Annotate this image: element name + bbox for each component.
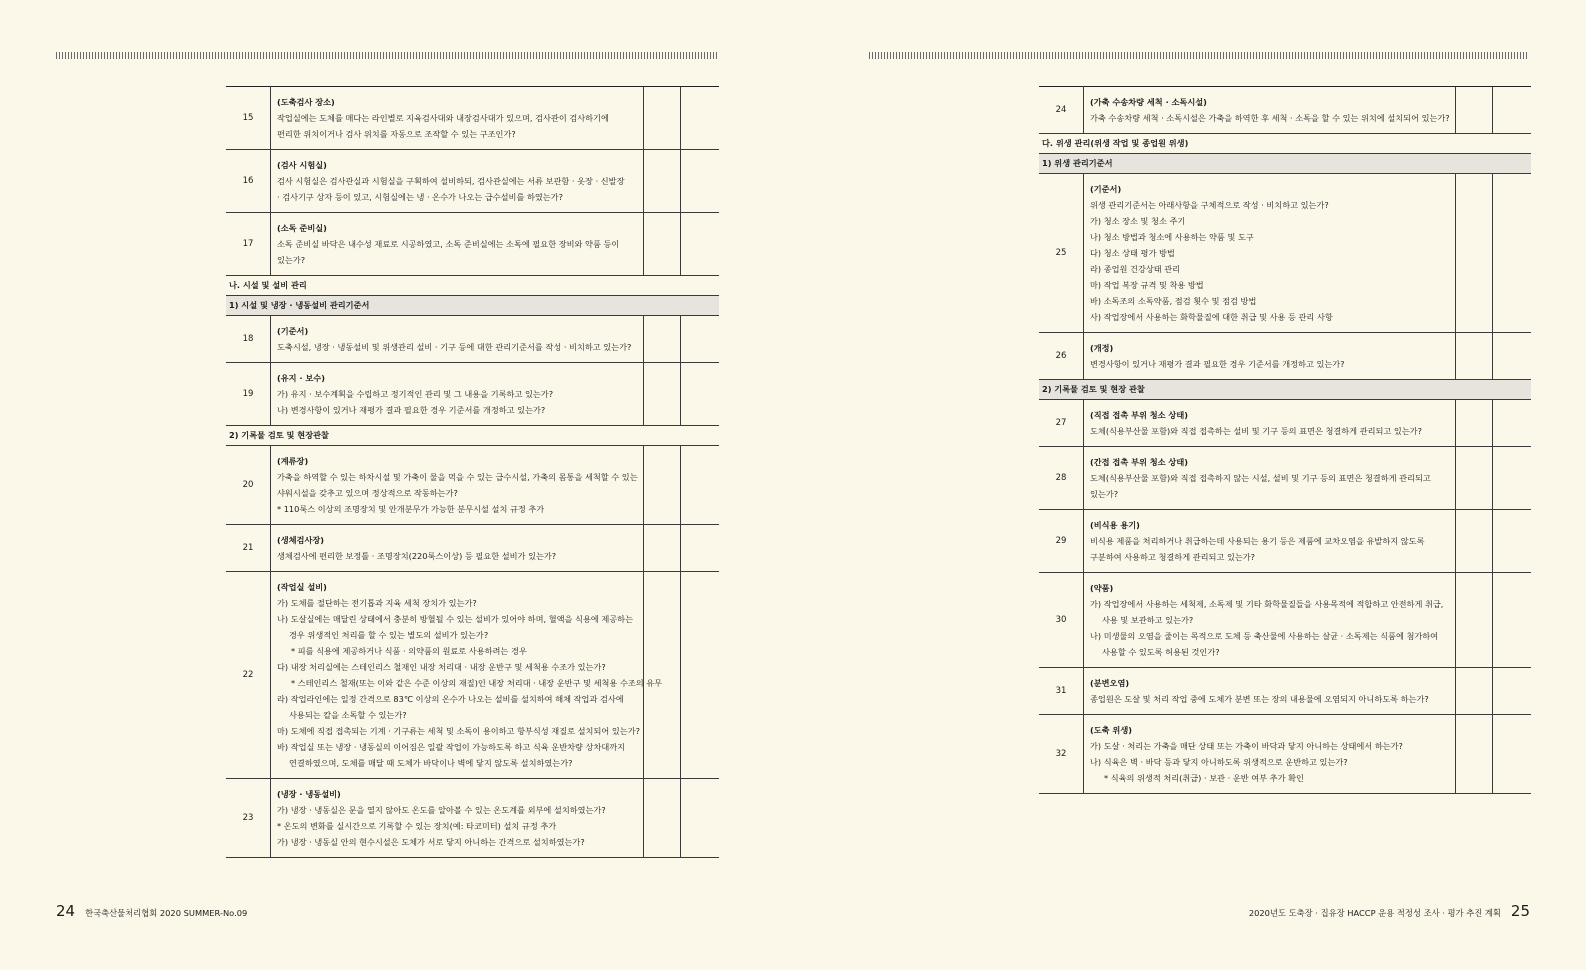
item-text-line: * 110룩스 이상의 조명장치 및 안개분무가 가능한 분무시설 설치 규정 추가 <box>277 504 545 514</box>
item-text-line: 나) 도살실에는 매달린 상태에서 충분히 방혈될 수 있는 설비가 있어야 하며, 혈액을 식용에 제공하는 <box>277 614 633 624</box>
check-cell[interactable] <box>1456 510 1493 573</box>
check-cell[interactable] <box>644 150 681 213</box>
check-cell[interactable] <box>1493 400 1532 447</box>
section-label: 2) 기록물 검토 및 현장 관찰 <box>1039 380 1531 400</box>
item-heading: (작업실 설비) <box>277 582 327 592</box>
right-page <box>793 0 1586 970</box>
page-number: 25 <box>1510 902 1530 920</box>
check-cell[interactable] <box>681 213 720 276</box>
check-cell[interactable] <box>1493 668 1532 715</box>
item-text-line: 나) 식육은 벽 · 바닥 등과 닿지 아니하도록 위생적으로 운반하고 있는가? <box>1090 757 1348 767</box>
item-text-line: 나) 청소 방법과 청소에 사용하는 약품 및 도구 <box>1090 232 1254 242</box>
item-heading: (검사 시험실) <box>277 160 327 170</box>
check-cell[interactable] <box>1456 573 1493 668</box>
item-content <box>1084 447 1456 510</box>
item-content <box>271 363 644 426</box>
item-number: 28 <box>1039 447 1084 510</box>
item-content <box>271 525 644 572</box>
item-content <box>271 213 644 276</box>
checklist-row <box>226 779 719 858</box>
checklist-row <box>226 87 719 150</box>
check-cell[interactable] <box>1493 447 1532 510</box>
check-cell[interactable] <box>644 213 681 276</box>
check-cell[interactable] <box>1456 333 1493 380</box>
item-number: 23 <box>226 779 271 858</box>
item-text-line: 나) 변경사항이 있거나 재평가 결과 필요한 경우 기준서를 개정하고 있는가? <box>277 405 546 415</box>
item-text-line: 가) 냉장 · 냉동실 안의 현수시설은 도체가 서로 닿지 아니하는 간격으로 설치하였는가? <box>277 837 585 847</box>
item-heading: (비식용 용기) <box>1090 520 1140 530</box>
checklist-row <box>226 363 719 426</box>
page-number: 24 <box>56 902 76 920</box>
item-number: 24 <box>1039 87 1084 134</box>
item-number: 15 <box>226 87 271 150</box>
checklist-row <box>1039 573 1531 668</box>
item-number: 22 <box>226 572 271 779</box>
item-text-line: 가) 작업장에서 사용하는 세척제, 소독제 및 기타 화학물질들을 사용목적에 적합하고 안전하게 취급, <box>1090 599 1444 609</box>
item-number: 32 <box>1039 715 1084 794</box>
item-heading: (분변오염) <box>1090 678 1130 688</box>
subsection-header <box>226 296 719 316</box>
checklist-row <box>1039 510 1531 573</box>
section-label: 2) 기록물 검토 및 현장관찰 <box>226 426 719 446</box>
check-cell[interactable] <box>1456 447 1493 510</box>
checklist-row <box>1039 668 1531 715</box>
check-cell[interactable] <box>1493 715 1532 794</box>
check-cell[interactable] <box>1493 510 1532 573</box>
check-cell[interactable] <box>644 316 681 363</box>
check-cell[interactable] <box>1456 400 1493 447</box>
item-heading: (직접 접촉 부위 청소 상태) <box>1090 410 1188 420</box>
item-text-line: 가) 냉장 · 냉동실은 문을 열지 않아도 온도를 알아볼 수 있는 온도계를 외부에 설치하였는가? <box>277 805 606 815</box>
item-text-line: 마) 작업 복장 규격 및 착용 방법 <box>1090 280 1204 290</box>
item-number: 21 <box>226 525 271 572</box>
item-text-line: 라) 종업원 건강상태 관리 <box>1090 264 1181 274</box>
item-text-line: 사용 및 보관하고 있는가? <box>1102 615 1194 625</box>
item-text-line: 연결하였으며, 도체를 매달 때 도체가 바닥이나 벽에 닿지 않도록 설치하였는가? <box>289 758 573 768</box>
item-number: 30 <box>1039 573 1084 668</box>
check-cell[interactable] <box>681 525 720 572</box>
item-content <box>1084 668 1456 715</box>
check-cell[interactable] <box>681 363 720 426</box>
item-text-line: * 식육의 위생적 처리(취급) · 보관 · 운반 여부 추가 확인 <box>1104 773 1304 783</box>
section-header <box>226 426 719 446</box>
item-text-line: 있는가? <box>277 255 306 265</box>
item-text-line: 바) 소독조의 소독약품, 점검 횟수 및 점검 방법 <box>1090 296 1257 306</box>
checklist-row <box>226 316 719 363</box>
section-label: 1) 위생 관리기준서 <box>1039 154 1531 174</box>
item-content <box>1084 333 1456 380</box>
item-text-line: 검사 시험실은 검사관실과 시험실을 구획하여 설비하되, 검사관실에는 서류 보관함 · 옷장 · 신발장 <box>277 176 625 186</box>
checklist-row <box>1039 333 1531 380</box>
item-number: 25 <box>1039 174 1084 333</box>
checklist-row <box>226 150 719 213</box>
item-heading: (소독 준비실) <box>277 223 327 233</box>
check-cell[interactable] <box>681 87 720 150</box>
checklist-row <box>1039 174 1531 333</box>
item-text-line: 샤워시설을 갖추고 있으며 정상적으로 작동하는가? <box>277 488 458 498</box>
item-text-line: 있는가? <box>1090 489 1119 499</box>
item-heading: (기준서) <box>277 326 309 336</box>
checklist-row <box>1039 87 1531 134</box>
section-label: 나. 시설 및 설비 관리 <box>226 276 719 296</box>
item-text-line: 가축 수송차량 세척 · 소독시설은 가축을 하역한 후 세척 · 소독을 할 수 있는 위치에 설치되어 있는가? <box>1090 113 1450 123</box>
item-text-line: 사) 작업장에서 사용하는 화학물질에 대한 취급 및 사용 등 관리 사항 <box>1090 312 1333 322</box>
check-cell[interactable] <box>644 446 681 525</box>
item-text-line: 생체검사에 편리한 보정틀 · 조명장치(220룩스이상) 등 필요한 설비가 있는가? <box>277 551 557 561</box>
item-text-line: 종업원은 도살 및 처리 작업 중에 도체가 분변 또는 장의 내용물에 오염되지 아니하도록 하는가? <box>1090 694 1429 704</box>
item-heading: (간접 접촉 부위 청소 상태) <box>1090 457 1188 467</box>
item-heading: (도축 위생) <box>1090 725 1132 735</box>
item-text-line: 가) 도살 · 처리는 가축을 매단 상태 또는 가축이 바닥과 닿지 아니하는 상태에서 하는가? <box>1090 741 1403 751</box>
item-number: 26 <box>1039 333 1084 380</box>
item-text-line: 도체(식용부산물 포함)와 직접 접촉하지 않는 시설, 설비 및 기구 등의 표면은 청결하게 관리되고 <box>1090 473 1431 483</box>
subsection-header <box>1039 380 1531 400</box>
item-content <box>271 316 644 363</box>
item-content <box>271 150 644 213</box>
item-heading: (냉장 · 냉동설비) <box>277 789 341 799</box>
item-text-line: 가) 청소 장소 및 청소 주기 <box>1090 216 1186 226</box>
item-heading: (계류장) <box>277 456 309 466</box>
item-text-line: 사용되는 칼을 소독할 수 있는가? <box>289 710 407 720</box>
check-cell[interactable] <box>1456 715 1493 794</box>
section-label: 1) 시설 및 냉장 · 냉동설비 관리기준서 <box>226 296 719 316</box>
check-cell[interactable] <box>681 446 720 525</box>
item-text-line: 구분하여 사용하고 청결하게 관리되고 있는가? <box>1090 552 1256 562</box>
check-cell[interactable] <box>644 779 681 858</box>
item-text-line: 도체(식용부산물 포함)와 직접 접촉하는 설비 및 기구 등의 표면은 청결하게 관리되고 있는가? <box>1090 426 1423 436</box>
checklist-table <box>1039 86 1531 794</box>
item-number: 31 <box>1039 668 1084 715</box>
item-content <box>1084 715 1456 794</box>
page-footer <box>56 902 247 920</box>
item-text-line: 가) 도체를 절단하는 전기톱과 지육 세척 장치가 있는가? <box>277 598 477 608</box>
item-heading: (유지 · 보수) <box>277 373 325 383</box>
item-text-line: 바) 작업실 또는 냉장 · 냉동실의 이어짐은 일괄 작업이 가능하도록 하고 식육 운반차량 상차대까지 <box>277 742 626 752</box>
item-number: 19 <box>226 363 271 426</box>
checklist-row <box>226 213 719 276</box>
item-content <box>1084 400 1456 447</box>
checklist-table <box>226 86 719 858</box>
item-text-line: 경우 위생적인 처리를 할 수 있는 별도의 설비가 있는가? <box>289 630 489 640</box>
item-text-line: 나) 미생물의 오염을 줄이는 목적으로 도체 등 축산물에 사용하는 살균 · 소독제는 식품에 첨가하여 <box>1090 631 1439 641</box>
item-text-line: 위생 관리기준서는 아래사항을 구체적으로 작성 · 비치하고 있는가? <box>1090 200 1329 210</box>
footer-text: 한국축산물처리협회 2020 SUMMER-No.09 <box>85 908 248 918</box>
check-cell[interactable] <box>681 316 720 363</box>
item-content <box>1084 174 1456 333</box>
checklist-row <box>226 525 719 572</box>
item-content <box>271 446 644 525</box>
item-number: 17 <box>226 213 271 276</box>
item-text-line: 편리한 위치이거나 검사 위치를 자동으로 조작할 수 있는 구조인가? <box>277 129 516 139</box>
section-header <box>1039 134 1531 154</box>
item-text-line: 가축을 하역할 수 있는 하차시설 및 가축이 물을 먹을 수 있는 급수시설, 가축의 몸통을 세척할 수 있는 <box>277 472 638 482</box>
decorative-rule <box>56 52 718 59</box>
subsection-header <box>1039 154 1531 174</box>
item-text-line: 가) 유지 · 보수계획을 수립하고 정기적인 관리 및 그 내용을 기록하고 있는가? <box>277 389 554 399</box>
check-cell[interactable] <box>1493 573 1532 668</box>
item-content <box>271 779 644 858</box>
item-text-line: 변경사항이 있거나 재평가 결과 필요한 경우 기준서를 개정하고 있는가? <box>1090 359 1345 369</box>
item-heading: (가축 수송차량 세척 · 소독시설) <box>1090 97 1207 107</box>
section-label: 다. 위생 관리(위생 작업 및 종업원 위생) <box>1039 134 1531 154</box>
checklist-row <box>1039 715 1531 794</box>
checklist-row <box>226 572 719 779</box>
item-text-line: * 스테인리스 철재(또는 이와 같은 수준 이상의 재질)인 내장 처리대 · 내장 운반구 및 세척용 수조의 유무 <box>291 678 663 688</box>
item-text-line: 소독 준비실 바닥은 내수성 재료로 시공하였고, 소독 준비실에는 소독에 필요한 장비와 약품 등이 <box>277 239 620 249</box>
decorative-rule <box>869 52 1529 59</box>
item-number: 27 <box>1039 400 1084 447</box>
check-cell[interactable] <box>644 525 681 572</box>
check-cell[interactable] <box>1493 333 1532 380</box>
item-heading: (생체검사장) <box>277 535 325 545</box>
checklist-row <box>1039 400 1531 447</box>
item-text-line: 사용할 수 있도록 허용된 것인가? <box>1102 647 1220 657</box>
check-cell[interactable] <box>1456 87 1493 134</box>
check-cell[interactable] <box>681 779 720 858</box>
item-heading: (도축검사 장소) <box>277 97 335 107</box>
item-heading: (기준서) <box>1090 184 1122 194</box>
check-cell[interactable] <box>1456 668 1493 715</box>
item-text-line: · 검사기구 상자 등이 있고, 시험실에는 냉 · 온수가 나오는 급수설비를 하였는가? <box>277 192 563 202</box>
item-text-line: 마) 도체에 직접 접촉되는 기계 · 기구류는 세척 및 소독이 용이하고 항부식성 재질로 설치되어 있는가? <box>277 726 640 736</box>
check-cell[interactable] <box>644 363 681 426</box>
item-number: 18 <box>226 316 271 363</box>
check-cell[interactable] <box>1493 174 1532 333</box>
item-heading: (약품) <box>1090 583 1114 593</box>
check-cell[interactable] <box>681 572 720 779</box>
item-text-line: 작업실에는 도체를 매다는 라인별로 지육검사대와 내장검사대가 있으며, 검사관이 검사하기에 <box>277 113 609 123</box>
page-footer <box>1249 902 1530 920</box>
item-text-line: 도축시설, 냉장 · 냉동설비 및 위생관리 설비 · 기구 등에 대한 관리기준서를 작성 · 비치하고 있는가? <box>277 342 632 352</box>
item-number: 20 <box>226 446 271 525</box>
item-content <box>1084 573 1456 668</box>
item-content <box>1084 510 1456 573</box>
footer-text: 2020년도 도축장 · 집유장 HACCP 운용 적정성 조사 · 평가 추진 계획 <box>1248 908 1501 918</box>
check-cell[interactable] <box>1493 87 1532 134</box>
item-text-line: 다) 청소 상태 평가 방법 <box>1090 248 1175 258</box>
item-content <box>271 572 663 779</box>
item-text-line: * 피를 식용에 제공하거나 식품 · 의약품의 원료로 사용하려는 경우 <box>291 646 527 656</box>
check-cell[interactable] <box>681 150 720 213</box>
item-number: 16 <box>226 150 271 213</box>
item-heading: (개정) <box>1090 343 1114 353</box>
item-text-line: 라) 작업라인에는 일정 간격으로 83℃ 이상의 온수가 나오는 설비를 설치하여 해체 작업과 검사에 <box>277 694 624 704</box>
item-text-line: 비식용 제품을 처리하거나 취급하는데 사용되는 용기 등은 제품에 교차오염을 유발하지 않도록 <box>1090 536 1425 546</box>
check-cell[interactable] <box>1456 174 1493 333</box>
item-number: 29 <box>1039 510 1084 573</box>
item-content <box>1084 87 1456 134</box>
item-text-line: * 온도의 변화를 실시간으로 기록할 수 있는 장치(예: 타코미터) 설치 규정 추가 <box>277 821 557 831</box>
checklist-row <box>1039 447 1531 510</box>
checklist-row <box>226 446 719 525</box>
check-cell[interactable] <box>644 87 681 150</box>
item-text-line: 다) 내장 처리실에는 스테인리스 철재인 내장 처리대 · 내장 운반구 및 세척용 수조가 있는가? <box>277 662 606 672</box>
item-content <box>271 87 644 150</box>
section-header <box>226 276 719 296</box>
